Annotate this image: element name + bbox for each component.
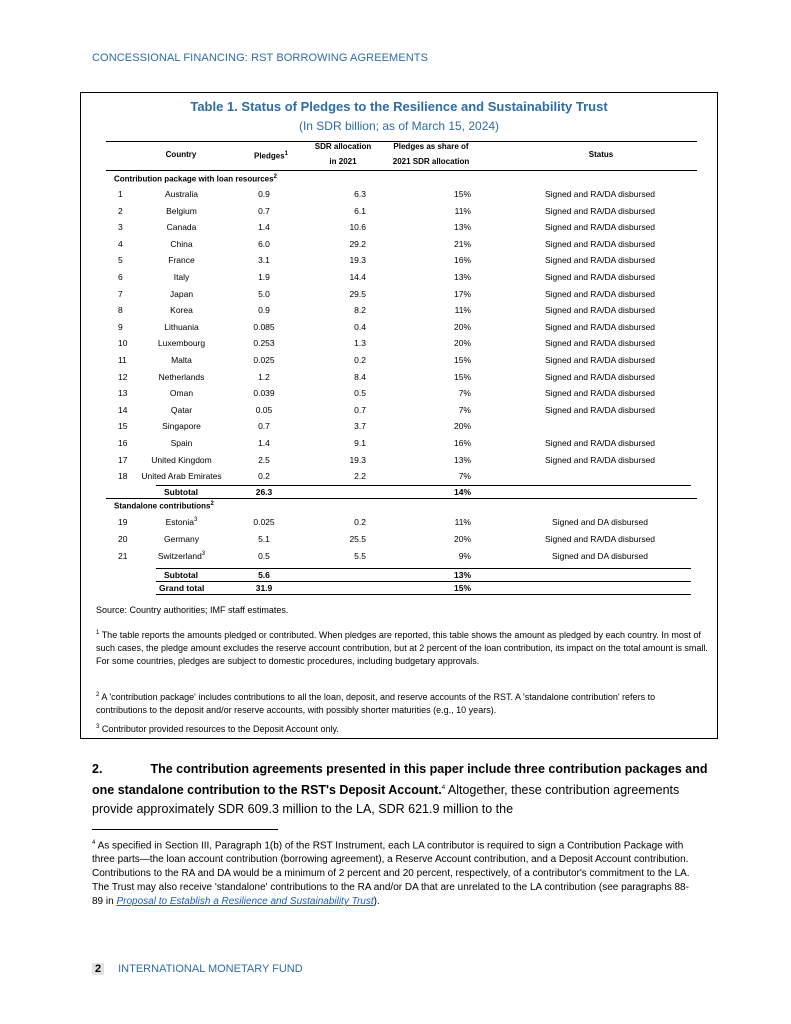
row-country: United Arab Emirates <box>141 471 222 482</box>
row-number: 5 <box>118 255 123 266</box>
row-status: Signed and DA disbursed <box>552 517 648 527</box>
row-number: 3 <box>118 222 123 233</box>
row-status: Signed and RA/DA disbursed <box>544 288 656 299</box>
footnote-separator <box>92 829 278 830</box>
row-sdr-allocation: 0.2 <box>354 355 366 365</box>
row-status: Signed and RA/DA disbursed <box>544 438 656 448</box>
row-sdr-allocation: 10.6 <box>349 222 366 233</box>
row-country: Belgium <box>166 205 197 216</box>
row-pledge: 5.1 <box>258 534 270 544</box>
grand-total-label: Grand total <box>159 583 205 593</box>
row-number: 10 <box>118 338 128 349</box>
row-country: Singapore <box>162 421 201 432</box>
row-status: Signed and RA/DA disbursed <box>544 454 656 465</box>
row-sdr-allocation: 19.3 <box>349 454 366 465</box>
row-sdr-allocation: 8.4 <box>354 371 366 382</box>
section-loan-resources: Contribution package with loan resources$^2$ <box>114 174 277 184</box>
table-subtitle: (In SDR billion; as of March 15, 2024) <box>298 119 500 133</box>
row-country: Luxembourg <box>157 338 206 349</box>
row-share: 13% <box>453 222 471 233</box>
row-share: 20% <box>453 534 471 544</box>
row-sdr-allocation: 19.3 <box>349 255 366 266</box>
row-share: 20% <box>453 421 471 432</box>
subtotal1-bottom-rule <box>106 498 697 499</box>
row-country: Germany <box>164 534 199 544</box>
row-share: 7% <box>458 471 471 482</box>
row-country: Canada <box>166 222 197 233</box>
row-number: 17 <box>118 454 128 465</box>
row-status: Signed and DA disbursed <box>552 551 648 561</box>
row-country: Oman <box>169 388 194 399</box>
grand-total-pledge: 31.9 <box>255 583 273 593</box>
subtotal2-label: Subtotal <box>164 570 198 580</box>
subtotal2-rule <box>156 568 691 569</box>
row-country: Korea <box>170 305 193 316</box>
row-share: 16% <box>453 255 471 266</box>
row-share: 20% <box>453 338 471 349</box>
row-pledge: 0.9 <box>258 189 270 199</box>
running-header: CONCESSIONAL FINANCING: RST BORROWING AGREEMENTS <box>92 52 429 64</box>
col-header-pledges: Pledges$^1$ <box>253 151 289 161</box>
row-pledge: 1.9 <box>258 272 270 282</box>
col-header-status: Status <box>588 150 614 159</box>
row-pledge: 5.0 <box>258 288 270 299</box>
grand-total-bottom-rule <box>156 594 691 595</box>
row-status: Signed and RA/DA disbursed <box>544 189 656 199</box>
row-number: 6 <box>118 272 123 282</box>
col-header-sdr: SDR allocation in 2021 <box>314 142 372 166</box>
paragraph-2: 2. The contribution agreements presented in this paper include three contribution packages and one standalone contribution to the RST's Deposit Account.$^4$ Altogether, these contribution agreements provide approximately SDR 609.3 million to the LA, SDR 621.9 million to the <box>92 762 708 817</box>
row-sdr-allocation: 0.5 <box>354 388 366 399</box>
table-note-3: $^3$ Contributor provided resources to the Deposit Account only. <box>96 724 339 734</box>
row-country: United Kingdom <box>151 454 212 465</box>
row-number: 4 <box>118 238 123 249</box>
row-country: Qatar <box>170 404 193 415</box>
table-title: Table 1. Status of Pledges to the Resilience and Sustainability Trust <box>190 99 608 114</box>
subtotal1-pledge: 26.3 <box>255 487 273 497</box>
row-pledge: 0.025 <box>253 517 275 527</box>
row-status: Signed and RA/DA disbursed <box>544 222 656 233</box>
row-status: Signed and RA/DA disbursed <box>544 255 656 266</box>
row-number: 1 <box>118 189 123 199</box>
row-sdr-allocation: 8.2 <box>354 305 366 316</box>
table-note-1: $^1$ The table reports the amounts pledged or contributed. When pledges are reported, this table shows the amount as pledged by each country. In most of such cases, the pledge amount excludes the reserve account contribution, but at 2 percent of the loan contribution, its impact on the total amount is small. For some countries, pledges are subject to domestic procedures, including budgetary approvals. <box>96 630 708 666</box>
subtotal2-share: 13% <box>453 570 471 580</box>
footnote-4: $^4$ As specified in Section III, Paragraph 1(b) of the RST Instrument, each LA contributor is required to sign a Contribution Package with three parts—the loan account contribution (borrowing agreement), a Reserve Account contribution, and a Deposit Account contribution. Contributions to the RA and DA would be a minimum of 2 percent and 20 percent, respectively, of a contributor's commitment to the LA. The Trust may also receive 'standalone' contributions to the RA and/or DA that are unrelated to the LA contribution (see paragraphs 88-89 in Proposal to Establish a Resilience and Sustainability Trust). <box>92 840 690 908</box>
col-header-share: Pledges as share of 2021 SDR allocation <box>392 142 470 166</box>
row-status: Signed and RA/DA disbursed <box>544 355 656 365</box>
row-sdr-allocation: 5.5 <box>354 551 366 561</box>
subtotal1-label: Subtotal <box>164 487 198 497</box>
row-status: Signed and RA/DA disbursed <box>544 338 656 349</box>
row-pledge: 0.05 <box>255 404 273 415</box>
row-sdr-allocation: 9.1 <box>354 438 366 448</box>
row-number: 20 <box>118 534 128 544</box>
row-country: Italy <box>173 272 190 282</box>
row-sdr-allocation: 29.5 <box>349 288 366 299</box>
row-share: 11% <box>454 517 471 527</box>
row-pledge: 0.7 <box>258 421 270 432</box>
row-status: Signed and RA/DA disbursed <box>544 238 656 249</box>
subtotal1-share: 14% <box>453 487 471 497</box>
row-country: Netherlands <box>158 371 205 382</box>
subtotal1-rule <box>156 485 691 486</box>
table-box <box>80 92 718 739</box>
proposal-link[interactable]: Proposal to Establish a Resilience and Sustainability Trust <box>116 896 374 908</box>
row-share: 21% <box>453 238 471 249</box>
row-share: 11% <box>454 205 471 216</box>
row-status: Signed and RA/DA disbursed <box>544 305 656 316</box>
row-sdr-allocation: 6.1 <box>354 205 366 216</box>
row-pledge: 1.2 <box>258 371 270 382</box>
row-number: 15 <box>118 421 128 432</box>
row-country: Switzerland$^3$ <box>157 551 206 561</box>
row-share: 11% <box>454 305 471 316</box>
row-pledge: 1.4 <box>258 222 270 233</box>
subtotal2-pledge: 5.6 <box>258 570 270 580</box>
row-number: 13 <box>118 388 128 399</box>
header-rule <box>106 170 697 171</box>
row-number: 19 <box>118 517 128 527</box>
row-status: Signed and RA/DA disbursed <box>544 272 656 282</box>
row-pledge: 0.7 <box>258 205 270 216</box>
row-sdr-allocation: 1.3 <box>354 338 366 349</box>
row-status: Signed and RA/DA disbursed <box>544 321 656 332</box>
row-pledge: 0.9 <box>258 305 270 316</box>
section-standalone: Standalone contributions$^2$ <box>114 501 214 511</box>
row-pledge: 1.4 <box>258 438 270 448</box>
row-number: 8 <box>118 305 123 316</box>
page-footer <box>92 963 303 975</box>
row-share: 15% <box>453 371 471 382</box>
row-country: Estonia$^3$ <box>165 517 198 527</box>
row-status: Signed and RA/DA disbursed <box>544 534 656 544</box>
row-number: 7 <box>118 288 123 299</box>
row-pledge: 0.5 <box>258 551 270 561</box>
row-number: 9 <box>118 321 123 332</box>
row-pledge: 0.025 <box>253 355 275 365</box>
row-share: 17% <box>453 288 471 299</box>
row-number: 21 <box>118 551 128 561</box>
row-pledge: 0.2 <box>258 471 270 482</box>
row-number: 16 <box>118 438 128 448</box>
row-sdr-allocation: 2.2 <box>354 471 366 482</box>
row-sdr-allocation: 3.7 <box>354 421 366 432</box>
grand-total-rule <box>156 581 691 582</box>
row-sdr-allocation: 25.5 <box>349 534 366 544</box>
row-share: 13% <box>453 272 471 282</box>
row-share: 15% <box>453 189 471 199</box>
row-sdr-allocation: 6.3 <box>354 189 366 199</box>
row-share: 7% <box>458 404 471 415</box>
row-pledge: 0.039 <box>253 388 275 399</box>
row-number: 18 <box>118 471 128 482</box>
row-share: 9% <box>458 551 471 561</box>
col-header-country: Country <box>165 150 197 159</box>
row-country: China <box>170 238 193 249</box>
row-status: Signed and RA/DA disbursed <box>544 388 656 399</box>
row-number: 12 <box>118 371 128 382</box>
row-country: France <box>168 255 195 266</box>
row-number: 11 <box>118 355 127 365</box>
row-pledge: 0.253 <box>253 338 275 349</box>
row-country: Australia <box>164 189 199 199</box>
row-share: 20% <box>453 321 471 332</box>
row-share: 7% <box>458 388 471 399</box>
row-country: Spain <box>170 438 193 448</box>
table-note-2: $^2$ A 'contribution package' includes contributions to all the loan, deposit, and reserve accounts of the RST. A 'standalone contribution' refers to contributions to the deposit and/or reserve accounts, with possibly shorter maturities (e.g., 10 years). <box>96 692 656 715</box>
row-pledge: 2.5 <box>258 454 270 465</box>
row-sdr-allocation: 0.7 <box>354 404 366 415</box>
page-number: 2 <box>92 963 104 975</box>
row-share: 13% <box>453 454 471 465</box>
row-status: Signed and RA/DA disbursed <box>544 404 656 415</box>
row-country: Malta <box>171 355 192 365</box>
row-share: 16% <box>453 438 471 448</box>
row-status: Signed and RA/DA disbursed <box>544 371 656 382</box>
row-number: 14 <box>118 404 128 415</box>
row-sdr-allocation: 0.2 <box>354 517 366 527</box>
row-pledge: 6.0 <box>258 238 270 249</box>
row-pledge: 0.085 <box>253 321 275 332</box>
row-sdr-allocation: 0.4 <box>354 321 366 332</box>
row-status: Signed and RA/DA disbursed <box>544 205 656 216</box>
row-number: 2 <box>118 205 123 216</box>
row-sdr-allocation: 14.4 <box>349 272 366 282</box>
row-sdr-allocation: 29.2 <box>349 238 366 249</box>
row-share: 15% <box>453 355 471 365</box>
table-source: Source: Country authorities; IMF staff estimates. <box>96 605 289 615</box>
row-country: Japan <box>169 288 194 299</box>
row-country: Lithuania <box>164 321 199 332</box>
row-pledge: 3.1 <box>258 255 270 266</box>
footer-org: INTERNATIONAL MONETARY FUND <box>118 963 303 975</box>
grand-total-share: 15% <box>453 583 471 593</box>
